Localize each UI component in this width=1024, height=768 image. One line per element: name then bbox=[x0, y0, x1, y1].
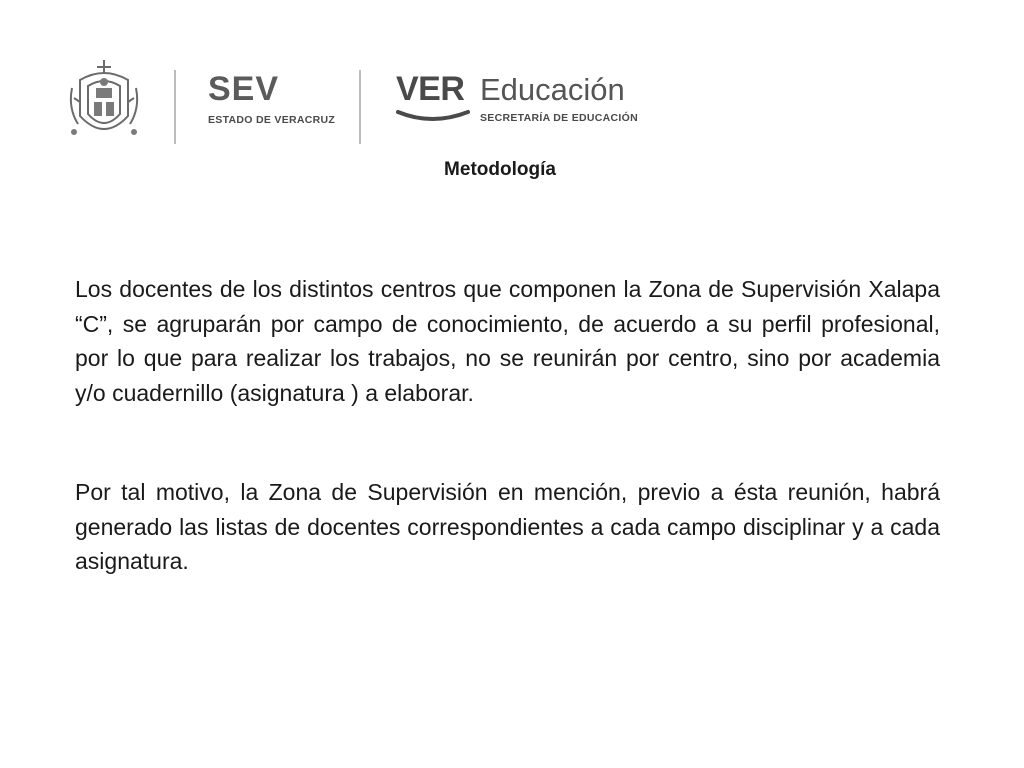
swoosh-icon bbox=[396, 108, 470, 124]
education-logo-subtitle: SECRETARÍA DE EDUCACIÓN bbox=[480, 112, 638, 124]
logo-divider bbox=[174, 70, 176, 144]
paragraph-2: Por tal motivo, la Zona de Supervisión en mención, previo a ésta reunión, habrá generado las listas de docentes correspondientes a cada campo disciplinar y a cada asignatura. bbox=[75, 479, 940, 574]
sev-logo-subtitle: ESTADO DE VERACRUZ bbox=[208, 114, 336, 126]
sev-logo-title: SEV bbox=[208, 70, 280, 108]
page-title: Metodología bbox=[444, 159, 556, 180]
header-logos bbox=[62, 52, 640, 152]
education-logo-label: Educación bbox=[480, 72, 625, 107]
logo-divider bbox=[359, 70, 361, 144]
ver-logo-label: VER bbox=[396, 70, 465, 108]
veracruz-coat-of-arms-icon bbox=[68, 58, 140, 146]
paragraph-1: Los docentes de los distintos centros que componen la Zona de Supervisión Xalapa “C”, se agruparán por campo de conocimiento, de acuerdo a su perfil profesional, por lo que para realizar los trabajos, no se reunirán por centro, sino por academia y/o cuadernillo (asignatura ) a elaborar. bbox=[75, 276, 940, 406]
